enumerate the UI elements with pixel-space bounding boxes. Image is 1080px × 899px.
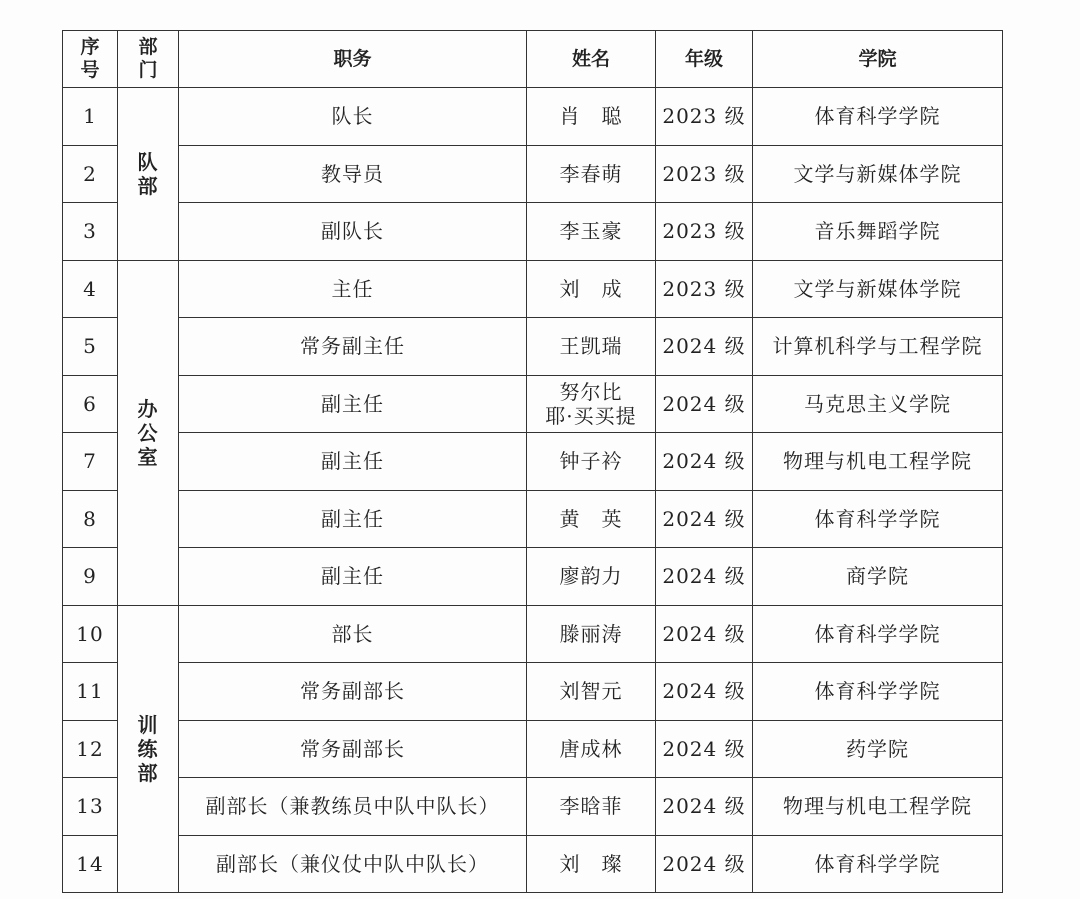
row-number: 12: [63, 720, 118, 778]
position-cell: 副主任: [179, 375, 527, 433]
grade-cell: 2024 级: [656, 835, 753, 893]
name-cell: 黄 英: [527, 490, 656, 548]
college-cell: 商学院: [753, 548, 1003, 606]
college-cell: 音乐舞蹈学院: [753, 203, 1003, 261]
name-cell: 李春萌: [527, 145, 656, 203]
table-row: [63, 720, 1003, 778]
college-cell: 文学与新媒体学院: [753, 145, 1003, 203]
college-cell: 马克思主义学院: [753, 375, 1003, 433]
row-number: 2: [63, 145, 118, 203]
position-cell: 队长: [179, 88, 527, 146]
name-cell: 唐成林: [527, 720, 656, 778]
header-grade: 年级: [656, 31, 753, 88]
header-row: [63, 31, 1003, 88]
row-number: 8: [63, 490, 118, 548]
grade-cell: 2024 级: [656, 605, 753, 663]
table-row: [63, 605, 1003, 663]
department-cell: 训 练 部: [118, 605, 179, 893]
table-row: [63, 203, 1003, 261]
position-cell: 副主任: [179, 548, 527, 606]
position-cell: 主任: [179, 260, 527, 318]
name-cell: 李晗菲: [527, 778, 656, 836]
college-cell: 文学与新媒体学院: [753, 260, 1003, 318]
name-cell: 王凯瑞: [527, 318, 656, 376]
college-cell: 体育科学学院: [753, 605, 1003, 663]
row-number: 3: [63, 203, 118, 261]
name-cell: 钟子衿: [527, 433, 656, 491]
name-cell: 李玉豪: [527, 203, 656, 261]
grade-cell: 2023 级: [656, 145, 753, 203]
position-cell: 副主任: [179, 433, 527, 491]
position-cell: 副部长（兼仪仗中队中队长）: [179, 835, 527, 893]
table-row: [63, 318, 1003, 376]
grade-cell: 2024 级: [656, 663, 753, 721]
row-number: 1: [63, 88, 118, 146]
row-number: 9: [63, 548, 118, 606]
roster-table: [62, 30, 1003, 893]
position-cell: 副队长: [179, 203, 527, 261]
name-cell: 刘 成: [527, 260, 656, 318]
table-row: [63, 88, 1003, 146]
name-cell: 刘 璨: [527, 835, 656, 893]
row-number: 7: [63, 433, 118, 491]
college-cell: 体育科学学院: [753, 88, 1003, 146]
position-cell: 副部长（兼教练员中队中队长）: [179, 778, 527, 836]
grade-cell: 2024 级: [656, 548, 753, 606]
row-number: 10: [63, 605, 118, 663]
grade-cell: 2023 级: [656, 260, 753, 318]
college-cell: 体育科学学院: [753, 490, 1003, 548]
row-number: 5: [63, 318, 118, 376]
row-number: 11: [63, 663, 118, 721]
table-row: [63, 548, 1003, 606]
row-number: 14: [63, 835, 118, 893]
table-row: [63, 663, 1003, 721]
department-cell: 办 公 室: [118, 260, 179, 605]
grade-cell: 2023 级: [656, 203, 753, 261]
header-dept: 部 门: [118, 31, 179, 88]
department-cell: 队 部: [118, 88, 179, 261]
table-row: [63, 778, 1003, 836]
row-number: 6: [63, 375, 118, 433]
college-cell: 计算机科学与工程学院: [753, 318, 1003, 376]
header-position: 职务: [179, 31, 527, 88]
grade-cell: 2024 级: [656, 375, 753, 433]
header-name: 姓名: [527, 31, 656, 88]
position-cell: 常务副部长: [179, 663, 527, 721]
college-cell: 物理与机电工程学院: [753, 433, 1003, 491]
grade-cell: 2024 级: [656, 778, 753, 836]
grade-cell: 2023 级: [656, 88, 753, 146]
college-cell: 物理与机电工程学院: [753, 778, 1003, 836]
position-cell: 常务副主任: [179, 318, 527, 376]
name-cell: 努尔比 耶·买买提: [527, 375, 656, 433]
row-number: 4: [63, 260, 118, 318]
position-cell: 教导员: [179, 145, 527, 203]
table-row: [63, 375, 1003, 433]
grade-cell: 2024 级: [656, 318, 753, 376]
position-cell: 副主任: [179, 490, 527, 548]
table-row: [63, 490, 1003, 548]
grade-cell: 2024 级: [656, 490, 753, 548]
row-number: 13: [63, 778, 118, 836]
college-cell: 药学院: [753, 720, 1003, 778]
college-cell: 体育科学学院: [753, 663, 1003, 721]
name-cell: 肖 聪: [527, 88, 656, 146]
grade-cell: 2024 级: [656, 433, 753, 491]
name-cell: 滕丽涛: [527, 605, 656, 663]
position-cell: 常务副部长: [179, 720, 527, 778]
header-college: 学院: [753, 31, 1003, 88]
table-row: [63, 145, 1003, 203]
name-cell: 刘智元: [527, 663, 656, 721]
table-row: [63, 260, 1003, 318]
name-cell: 廖韵力: [527, 548, 656, 606]
grade-cell: 2024 级: [656, 720, 753, 778]
roster-body: [63, 88, 1003, 893]
table-row: [63, 433, 1003, 491]
college-cell: 体育科学学院: [753, 835, 1003, 893]
table-row: [63, 835, 1003, 893]
header-no: 序 号: [63, 31, 118, 88]
position-cell: 部长: [179, 605, 527, 663]
